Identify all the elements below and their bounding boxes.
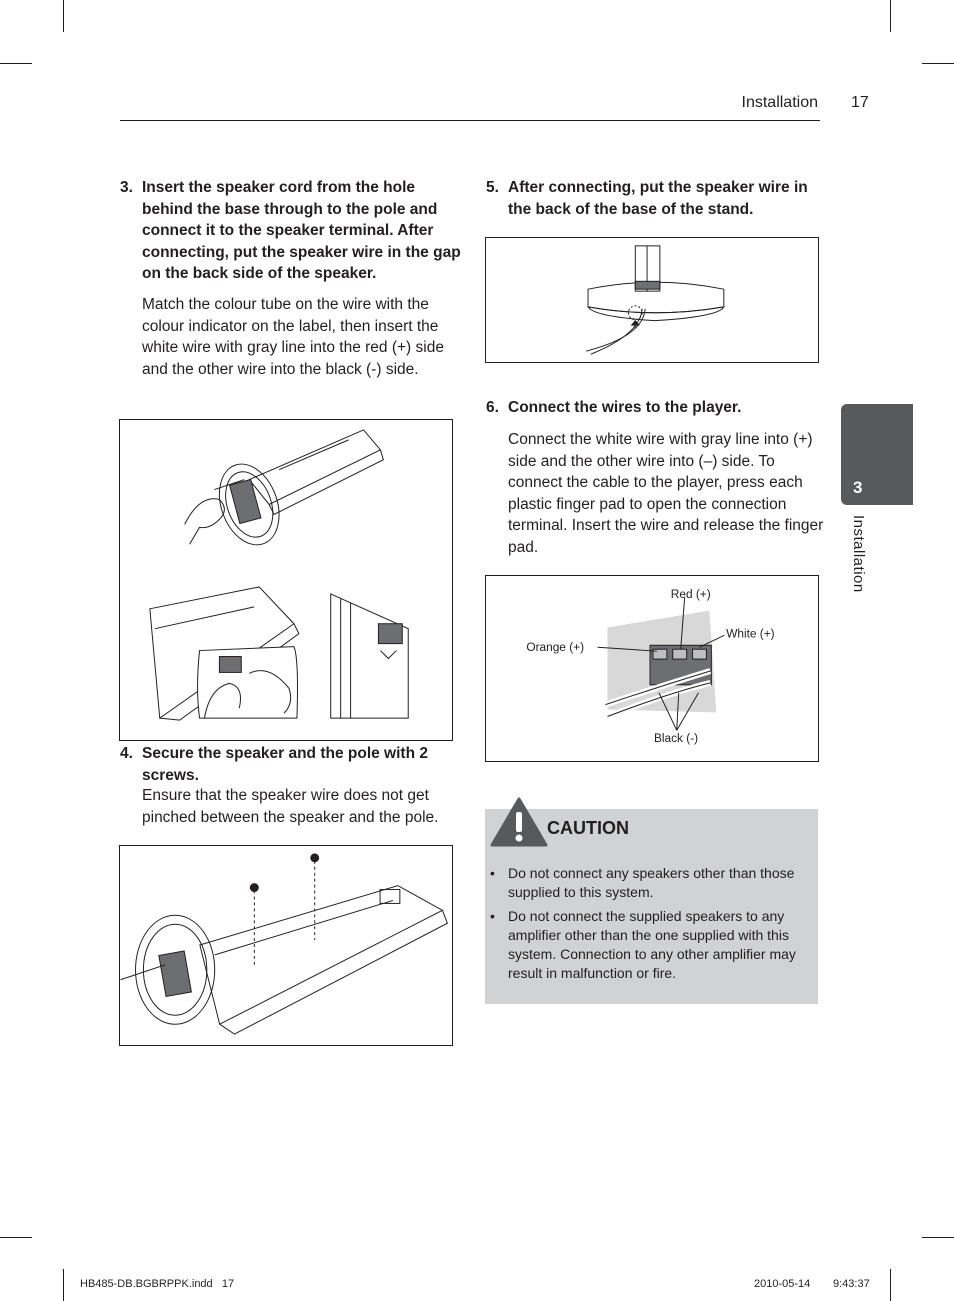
step-number: 4. — [120, 745, 133, 762]
crop-mark — [890, 1269, 891, 1301]
caution-list — [485, 864, 805, 988]
stand-base-illustration — [485, 237, 819, 363]
stand-base-drawing — [486, 238, 818, 362]
step-4 — [120, 743, 460, 833]
step-heading: Insert the speaker cord from the hole behind the base through to the pole and connect it to the speaker terminal. After connecting, put the speaker wire in the gap on the back side of the speaker. — [142, 179, 461, 282]
crop-mark — [922, 1237, 954, 1238]
step-heading: Secure the speaker and the pole with 2 screws. — [142, 745, 428, 784]
caution-item: • Do not connect the supplied speakers to any amplifier other than the one supplied with this system. Connection to any other amplifier may result in malfunction or fire. — [485, 907, 805, 983]
page-number: 17 — [851, 94, 869, 111]
caution-item: • Do not connect any speakers other than those supplied to this system. — [485, 864, 805, 902]
footer-date: 2010-05-14 — [754, 1278, 811, 1290]
label-orange: Orange (+) — [526, 640, 585, 655]
running-header — [120, 93, 820, 121]
step-number: 3. — [120, 179, 133, 196]
crop-mark — [0, 1237, 32, 1238]
step-body: Connect the white wire with gray line into (+) side and the other wire into (–) side. To connect the cable to the player, press each plastic finger pad to open the connection terminal. Insert the wire and release the finger pad. — [508, 431, 824, 556]
crop-mark — [63, 1269, 64, 1301]
speaker-cord-drawing — [120, 420, 452, 740]
step-6 — [486, 397, 826, 567]
terminal-drawing — [486, 576, 818, 761]
step-5 — [486, 177, 826, 227]
chapter-label: Installation — [850, 515, 867, 593]
crop-mark — [890, 0, 891, 32]
speaker-cord-illustration — [119, 419, 453, 741]
screw-illustration — [119, 845, 453, 1046]
step-number: 6. — [486, 399, 499, 416]
crop-mark — [63, 0, 64, 32]
label-red: Red (+) — [670, 586, 711, 601]
caution-box — [485, 809, 818, 1004]
step-heading: Connect the wires to the player. — [508, 399, 742, 416]
footer-time: 9:43:37 — [833, 1278, 870, 1290]
section-title: Installation — [741, 94, 818, 111]
step-3 — [120, 177, 460, 407]
step-number: 5. — [486, 179, 499, 196]
screw-drawing — [120, 846, 452, 1045]
terminal-illustration — [485, 575, 819, 762]
crop-mark — [922, 63, 954, 64]
label-black: Black (-) — [653, 731, 699, 746]
chapter-number: 3 — [853, 478, 863, 497]
footer-file: HB485-DB.BGBRPPK.indd 17 — [80, 1278, 235, 1290]
step-body: Match the colour tube on the wire with the colour indicator on the label, then insert the white wire with gray line into the red (+) side and the other wire into the black (-) side. — [142, 296, 444, 378]
step-body: Ensure that the speaker wire does not get pinched between the speaker and the pole. — [142, 787, 439, 826]
crop-mark — [0, 63, 32, 64]
step-heading: After connecting, put the speaker wire in the back of the base of the stand. — [508, 179, 808, 218]
label-white: White (+) — [726, 626, 775, 641]
warning-icon — [490, 797, 548, 847]
chapter-tab — [841, 404, 913, 505]
caution-title: CAUTION — [547, 818, 629, 838]
